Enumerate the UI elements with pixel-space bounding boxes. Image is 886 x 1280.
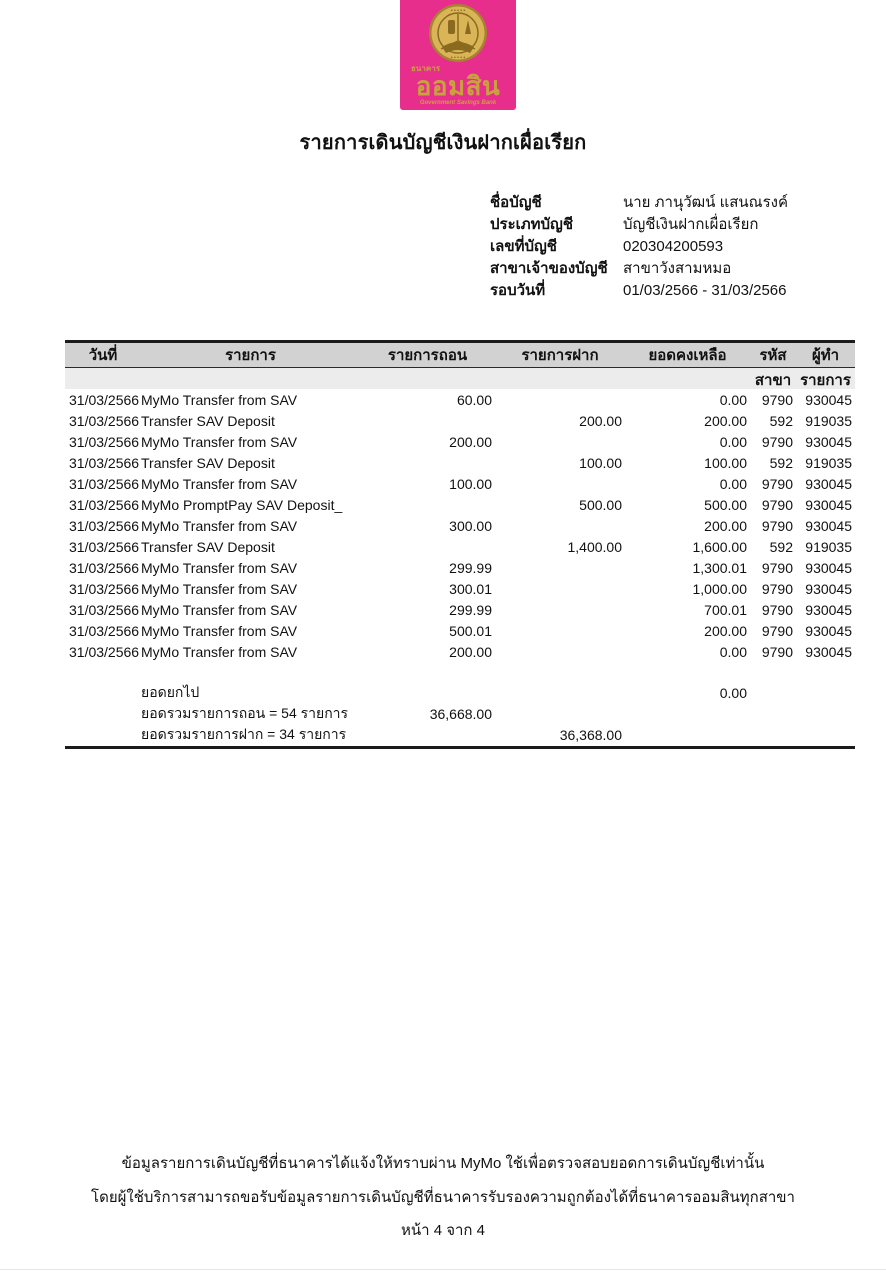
txn-operator: 930045: [805, 517, 852, 534]
txn-date: 31/03/2566: [69, 580, 140, 597]
account-info-label: สาขาเจ้าของบัญชี: [490, 260, 608, 277]
txn-branch-code: 9790: [761, 517, 793, 534]
txn-description: MyMo Transfer from SAV: [141, 580, 298, 597]
txn-date: 31/03/2566: [69, 643, 140, 660]
txn-balance: 0.00: [719, 433, 747, 450]
summary-label: ยอดยกไป: [141, 684, 200, 700]
txn-deposit: 1,400.00: [567, 538, 622, 555]
gsb-emblem-icon: [428, 3, 488, 63]
txn-operator: 930045: [805, 391, 852, 408]
header-withdrawal: รายการถอน: [387, 347, 468, 364]
txn-branch-code: 9790: [761, 391, 793, 408]
table-row: [65, 515, 855, 536]
txn-balance: 500.00: [704, 496, 747, 513]
txn-branch-code: 9790: [761, 580, 793, 597]
table-row: [65, 599, 855, 620]
summary-row: [65, 724, 855, 745]
txn-description: Transfer SAV Deposit: [141, 412, 275, 429]
summary-row: [65, 682, 855, 703]
txn-deposit: 200.00: [579, 412, 622, 429]
summary-gap: [65, 662, 855, 682]
account-info: [490, 192, 886, 302]
txn-description: MyMo Transfer from SAV: [141, 475, 298, 492]
txn-withdrawal: 299.99: [449, 559, 492, 576]
header-deposit: รายการฝาก: [521, 347, 599, 364]
txn-operator: 930045: [805, 643, 852, 660]
table-header-row-2: [65, 368, 855, 389]
txn-description: MyMo PromptPay SAV Deposit_: [141, 496, 343, 513]
bank-logo-container: [400, 0, 516, 110]
txn-balance: 1,600.00: [692, 538, 747, 555]
account-info-row: [490, 214, 886, 236]
txn-branch-code: 9790: [761, 433, 793, 450]
txn-balance: 1,000.00: [692, 580, 747, 597]
page-indicator: หน้า 4 จาก 4: [400, 1222, 486, 1239]
header-operator-line1: ผู้ทำ: [811, 347, 840, 364]
page-title: รายการเดินบัญชีเงินฝากเผื่อเรียก: [299, 132, 587, 154]
summary-deposit: 36,368.00: [559, 727, 622, 743]
account-info-label: ประเภทบัญชี: [490, 216, 574, 233]
svg-text:• • • • •: • • • • •: [450, 55, 466, 61]
account-info-label: รอบวันที่: [490, 282, 546, 299]
txn-balance: 100.00: [704, 454, 747, 471]
header-date: วันที่: [88, 347, 118, 364]
txn-balance: 0.00: [719, 475, 747, 492]
txn-withdrawal: 500.01: [449, 622, 492, 639]
txn-branch-code: 9790: [761, 643, 793, 660]
txn-balance: 700.01: [704, 601, 747, 618]
txn-date: 31/03/2566: [69, 601, 140, 618]
table-row: [65, 578, 855, 599]
txn-date: 31/03/2566: [69, 559, 140, 576]
txn-balance: 1,300.01: [692, 559, 747, 576]
txn-date: 31/03/2566: [69, 454, 140, 471]
header-description: รายการ: [225, 347, 276, 364]
header-operator-line2: รายการ: [800, 372, 851, 389]
txn-balance: 0.00: [719, 391, 747, 408]
table-header-row-1: [65, 340, 855, 368]
txn-operator: 919035: [805, 412, 852, 429]
txn-description: MyMo Transfer from SAV: [141, 643, 298, 660]
statement-table: [65, 340, 855, 749]
account-info-row: [490, 236, 886, 258]
txn-date: 31/03/2566: [69, 433, 140, 450]
txn-branch-code: 9790: [761, 601, 793, 618]
txn-date: 31/03/2566: [69, 538, 140, 555]
txn-date: 31/03/2566: [69, 412, 140, 429]
txn-operator: 919035: [805, 454, 852, 471]
txn-description: MyMo Transfer from SAV: [141, 559, 298, 576]
table-row: [65, 620, 855, 641]
header-branch-code-line1: รหัส: [759, 347, 787, 364]
txn-branch-code: 592: [769, 412, 793, 429]
txn-withdrawal: 60.00: [456, 391, 492, 408]
txn-description: Transfer SAV Deposit: [141, 538, 275, 555]
account-info-row: [490, 192, 886, 214]
txn-operator: 930045: [805, 433, 852, 450]
table-row: [65, 536, 855, 557]
txn-deposit: 500.00: [579, 496, 622, 513]
txn-withdrawal: 100.00: [449, 475, 492, 492]
txn-description: MyMo Transfer from SAV: [141, 622, 298, 639]
summary-balance: 0.00: [719, 685, 747, 701]
txn-operator: 930045: [805, 475, 852, 492]
summary-label: ยอดรวมรายการฝาก = 34 รายการ: [141, 726, 347, 742]
txn-branch-code: 9790: [761, 475, 793, 492]
table-bottom-border: [65, 746, 855, 749]
table-row: [65, 641, 855, 662]
account-info-value: 01/03/2566 - 31/03/2566: [623, 282, 787, 299]
table-row: [65, 389, 855, 410]
txn-operator: 930045: [805, 622, 852, 639]
txn-description: MyMo Transfer from SAV: [141, 517, 298, 534]
bank-tagline: Government Savings Bank: [419, 100, 497, 106]
txn-description: MyMo Transfer from SAV: [141, 433, 298, 450]
bank-name-small: ธนาคาร: [411, 64, 440, 73]
txn-branch-code: 592: [769, 454, 793, 471]
account-info-value: นาย ภานุวัฒน์ แสนณรงค์: [623, 194, 788, 211]
account-info-label: เลขที่บัญชี: [490, 238, 557, 255]
txn-date: 31/03/2566: [69, 496, 140, 513]
txn-withdrawal: 200.00: [449, 433, 492, 450]
txn-branch-code: 9790: [761, 622, 793, 639]
txn-description: MyMo Transfer from SAV: [141, 391, 298, 408]
footer-notice-line2: โดยผู้ใช้บริการสามารถขอรับข้อมูลรายการเดินบัญชีที่ธนาคารรับรองความถูกต้องได้ที่ธนาคารออมสินทุกสาขา: [91, 1189, 795, 1206]
header-branch-code-line2: สาขา: [754, 372, 792, 389]
txn-balance: 200.00: [704, 517, 747, 534]
txn-operator: 930045: [805, 601, 852, 618]
txn-date: 31/03/2566: [69, 622, 140, 639]
bank-name-large: ออมสิน: [415, 71, 501, 101]
txn-branch-code: 9790: [761, 496, 793, 513]
txn-deposit: 100.00: [579, 454, 622, 471]
header-balance: ยอดคงเหลือ: [648, 347, 727, 364]
table-row: [65, 431, 855, 452]
account-info-label: ชื่อบัญชี: [490, 194, 542, 211]
svg-text:• • • • •: • • • • •: [450, 8, 466, 14]
bottom-rule: [0, 1269, 886, 1270]
transaction-rows: [65, 389, 855, 662]
txn-withdrawal: 300.01: [449, 580, 492, 597]
account-info-value: 020304200593: [623, 238, 724, 255]
txn-operator: 919035: [805, 538, 852, 555]
table-row: [65, 473, 855, 494]
txn-description: Transfer SAV Deposit: [141, 454, 275, 471]
account-info-row: [490, 258, 886, 280]
txn-date: 31/03/2566: [69, 391, 140, 408]
table-row: [65, 452, 855, 473]
txn-withdrawal: 300.00: [449, 517, 492, 534]
txn-balance: 0.00: [719, 643, 747, 660]
txn-withdrawal: 299.99: [449, 601, 492, 618]
txn-withdrawal: 200.00: [449, 643, 492, 660]
txn-operator: 930045: [805, 580, 852, 597]
summary-rows: [65, 682, 855, 745]
txn-date: 31/03/2566: [69, 517, 140, 534]
footer-notice-line1: ข้อมูลรายการเดินบัญชีที่ธนาคารได้แจ้งให้ทราบผ่าน MyMo ใช้เพื่อตรวจสอบยอดการเดินบัญชีเท่านั้น: [121, 1155, 765, 1172]
gsb-bank-logo: [400, 0, 516, 110]
txn-balance: 200.00: [704, 412, 747, 429]
account-info-value: บัญชีเงินฝากเผื่อเรียก: [623, 216, 759, 233]
table-row: [65, 494, 855, 515]
txn-operator: 930045: [805, 496, 852, 513]
account-info-row: [490, 280, 886, 302]
table-row: [65, 410, 855, 431]
summary-label: ยอดรวมรายการถอน = 54 รายการ: [141, 705, 349, 721]
txn-description: MyMo Transfer from SAV: [141, 601, 298, 618]
txn-operator: 930045: [805, 559, 852, 576]
txn-branch-code: 592: [769, 538, 793, 555]
table-row: [65, 557, 855, 578]
summary-row: [65, 703, 855, 724]
txn-branch-code: 9790: [761, 559, 793, 576]
account-info-value: สาขาวังสามหมอ: [623, 260, 732, 277]
summary-withdrawal: 36,668.00: [429, 706, 492, 722]
footer: [0, 1147, 886, 1247]
txn-balance: 200.00: [704, 622, 747, 639]
txn-date: 31/03/2566: [69, 475, 140, 492]
